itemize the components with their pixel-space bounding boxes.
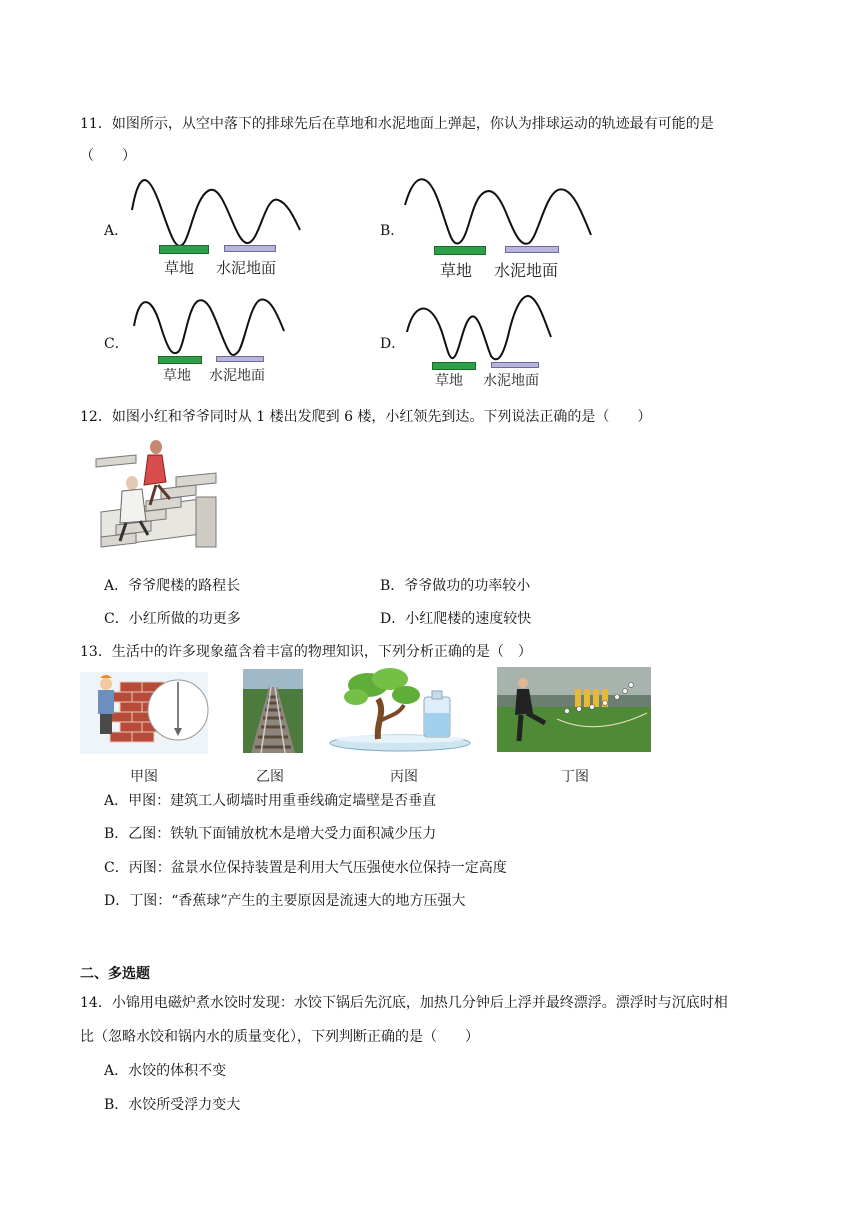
q13-caption-jia: 甲图 bbox=[130, 769, 158, 785]
q11-d-cement-label: 水泥地面 bbox=[483, 373, 539, 389]
q11-a-cement-label: 水泥地面 bbox=[216, 259, 277, 277]
q14-option-a: A．水饺的体积不变 bbox=[104, 1063, 227, 1079]
q11-c-grass-bar bbox=[158, 356, 202, 364]
q11-option-d-trajectory bbox=[405, 292, 555, 364]
q13-stem: 13．生活中的许多现象蕴含着丰富的物理知识，下列分析正确的是（ ） bbox=[80, 644, 532, 660]
q12-option-d: D．小红爬楼的速度较快 bbox=[380, 611, 532, 627]
q11-a-cement-bar bbox=[224, 245, 276, 252]
q13-caption-yi: 乙图 bbox=[256, 769, 284, 785]
q13-image-ding-banana-kick bbox=[497, 667, 651, 752]
q11-stem: 11．如图所示，从空中落下的排球先后在草地和水泥地面上弹起，你认为排球运动的轨迹最有可能的是 bbox=[80, 116, 714, 132]
q11-c-cement-label: 水泥地面 bbox=[209, 368, 265, 384]
q13-image-jia-plumb-line bbox=[80, 672, 208, 754]
q11-option-c-label: C． bbox=[104, 336, 129, 352]
q13-option-d: D．丁图：“香蕉球”产生的主要原因是流速大的地方压强大 bbox=[104, 893, 466, 909]
q13-option-c: C．丙图：盆景水位保持装置是利用大气压强使水位保持一定高度 bbox=[104, 860, 507, 876]
q13-option-b: B．乙图：铁轨下面铺放枕木是增大受力面积减少压力 bbox=[104, 826, 437, 842]
q11-answer-paren: （ ） bbox=[80, 148, 136, 164]
q11-option-a-trajectory bbox=[130, 175, 310, 255]
q12-option-b: B．爷爷做功的功率较小 bbox=[380, 578, 531, 594]
q12-option-c: C．小红所做的功更多 bbox=[104, 611, 241, 627]
q14-stem-line1: 14．小锦用电磁炉煮水饺时发现：水饺下锅后先沉底，加热几分钟后上浮并最终漂浮。漂浮时与沉底时相 bbox=[80, 995, 728, 1011]
q11-d-grass-bar bbox=[432, 362, 476, 370]
q12-stem: 12．如图小红和爷爷同时从 1 楼出发爬到 6 楼，小红领先到达。下列说法正确的是（ ） bbox=[80, 409, 652, 425]
q13-image-yi-railway bbox=[243, 669, 303, 753]
q13-option-a: A．甲图：建筑工人砌墙时用重垂线确定墙壁是否垂直 bbox=[104, 793, 437, 809]
q11-b-grass-label: 草地 bbox=[440, 261, 473, 280]
q13-caption-ding: 丁图 bbox=[561, 769, 589, 785]
q11-option-a-label: A． bbox=[104, 223, 129, 239]
q13-caption-bing: 丙图 bbox=[390, 769, 418, 785]
q11-b-cement-label: 水泥地面 bbox=[494, 261, 559, 280]
q11-option-c-trajectory bbox=[132, 296, 292, 358]
q11-d-grass-label: 草地 bbox=[435, 373, 463, 389]
q11-option-b-trajectory bbox=[403, 175, 593, 255]
q11-d-cement-bar bbox=[491, 362, 539, 368]
section-title-multiple-choice: 二、多选题 bbox=[80, 966, 150, 982]
q11-c-cement-bar bbox=[216, 356, 264, 362]
q11-option-d-label: D． bbox=[380, 336, 406, 352]
q11-option-b-label: B． bbox=[380, 223, 405, 239]
q11-a-grass-label: 草地 bbox=[164, 259, 195, 277]
q11-b-grass-bar bbox=[434, 246, 486, 255]
q12-stairs-illustration bbox=[96, 437, 220, 559]
q11-a-grass-bar bbox=[159, 245, 209, 254]
q12-option-a: A．爷爷爬楼的路程长 bbox=[104, 578, 241, 594]
q14-option-b: B．水饺所受浮力变大 bbox=[104, 1097, 241, 1113]
q13-image-bing-bonsai bbox=[328, 667, 472, 755]
q14-stem-line2: 比（忽略水饺和锅内水的质量变化），下列判断正确的是（ ） bbox=[80, 1029, 479, 1045]
q11-b-cement-bar bbox=[505, 246, 559, 253]
q11-c-grass-label: 草地 bbox=[163, 368, 191, 384]
